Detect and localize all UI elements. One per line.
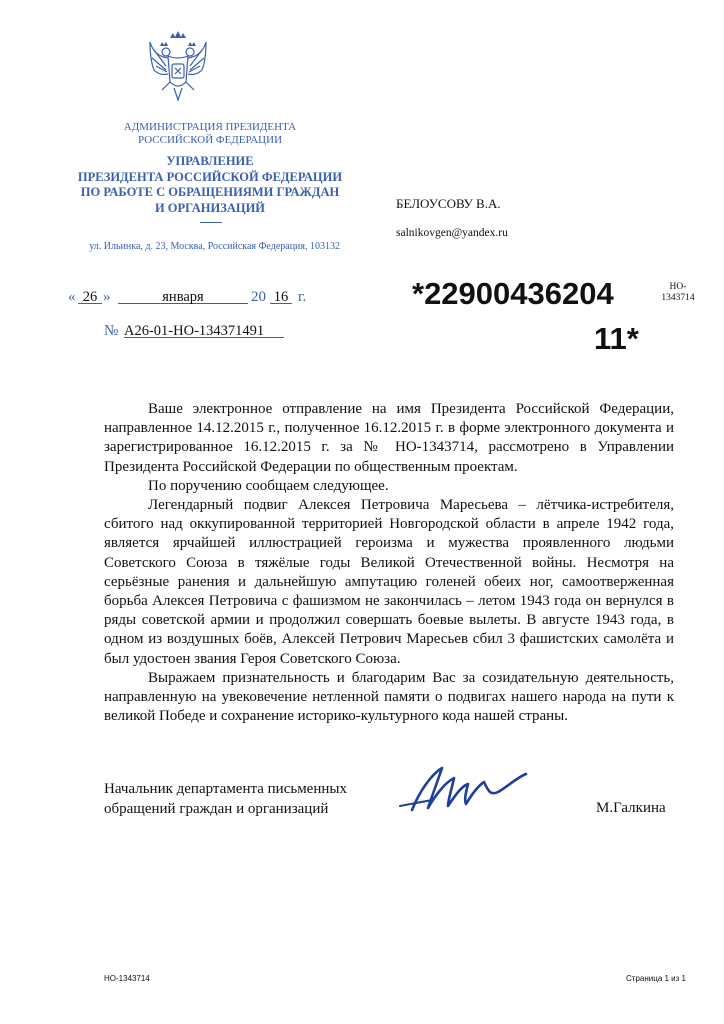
- barcode-line-1: *22900436204: [412, 276, 614, 311]
- letter-body: [104, 400, 674, 726]
- letterhead-divider: [200, 222, 222, 223]
- signatory-name: М.Галкина: [596, 800, 666, 816]
- date-year: 16: [273, 289, 289, 305]
- signatory-role-line-2: обращений граждан и организаций: [104, 800, 329, 817]
- footer-doc-number: НО-1343714: [104, 974, 150, 983]
- addressee-email: salnikovgen@yandex.ru: [396, 227, 508, 239]
- barcode-side-line-2: 1343714: [661, 293, 695, 303]
- signature-icon: [398, 760, 538, 818]
- date-day-field: [78, 288, 102, 304]
- signatory-role: [104, 780, 347, 819]
- dept-line-4: И ОРГАНИЗАЦИЙ: [154, 200, 266, 215]
- date-open-quote: «: [68, 289, 76, 305]
- body-paragraph-4: Выражаем признательность и благодарим Вас за созидательную деятельность, направленную на увековечение нетленной памяти о подвигах нашего народа на пути к великой Победе и сохранение историко-культурного кода нашей страны.: [104, 669, 674, 725]
- dept-line-2: ПРЕЗИДЕНТА РОССИЙСКОЙ ФЕДЕРАЦИИ: [77, 169, 343, 184]
- date-day: 26: [82, 289, 98, 305]
- reg-number-field: [124, 322, 284, 338]
- barcode-side-label: [654, 282, 702, 304]
- date-century: 20: [251, 289, 266, 305]
- barcode-line-2: 11*: [594, 321, 639, 356]
- letterhead-admin: [40, 121, 380, 147]
- barcode-side-line-1: НО-: [669, 282, 687, 292]
- signatory-role-line-1: Начальник департамента письменных: [104, 781, 347, 797]
- date-close-quote: »: [103, 289, 111, 305]
- admin-line-2: РОССИЙСКОЙ ФЕДЕРАЦИИ: [137, 134, 283, 146]
- body-paragraph-2: По поручению сообщаем следующее.: [148, 477, 389, 494]
- dept-line-1: УПРАВЛЕНИЕ: [166, 154, 254, 168]
- dept-line-3: ПО РАБОТЕ С ОБРАЩЕНИЯМИ ГРАЖДАН: [80, 185, 340, 199]
- letterhead-department: [40, 154, 380, 216]
- reg-number-value: А26-01-НО-134371491: [124, 323, 265, 339]
- letterhead-address: ул. Ильинка, д. 23, Москва, Российская Федерация, 103132: [89, 241, 340, 252]
- footer-page-count: Страница 1 из 1: [626, 974, 686, 983]
- date-year-field: [270, 288, 292, 304]
- date-suffix: г.: [298, 289, 307, 305]
- date-month-field: [118, 288, 248, 304]
- body-paragraph-3: Легендарный подвиг Алексея Петровича Маресьева – лётчика-истребителя, сбитого над оккупированной территорией Новгородской области в апреле 1942 года, является ярчайшей иллюстрацией героизма и мужества проявленного людьми Советского Союза в тяжёлые годы Великой Отечественной войны. Несмотря на серьёзные ранения и дальнейшую ампутацию голеней обеих ног, самоотверженная борьба Алексея Петровича с фашизмом не закончилась – летом 1943 года он вернулся в ряды советской армии и продолжил совершать боевые вылеты. В августе 1943 года, в одном из воздушных боёв, Алексей Петрович Маресьев сбил 3 фашистских самолёта и был удостоен звания Героя Советского Союза.: [104, 497, 674, 667]
- body-paragraph-1: Ваше электронное отправление на имя Президента Российской Федерации, направленное 14.12.2015 г., полученное 16.12.2015 г. в форме электронного документа и зарегистрированное 16.12.2015 г. за № НО-1343714, рассмотрено в Управлении Президента Российской Федерации по общественным проектам.: [104, 401, 674, 475]
- reg-number-prefix: №: [104, 323, 119, 339]
- date-month: января: [162, 289, 204, 305]
- admin-line-1: АДМИНИСТРАЦИЯ ПРЕЗИДЕНТА: [123, 121, 297, 133]
- emblem-icon: [146, 30, 210, 110]
- addressee-name: БЕЛОУСОВУ В.А.: [396, 196, 501, 211]
